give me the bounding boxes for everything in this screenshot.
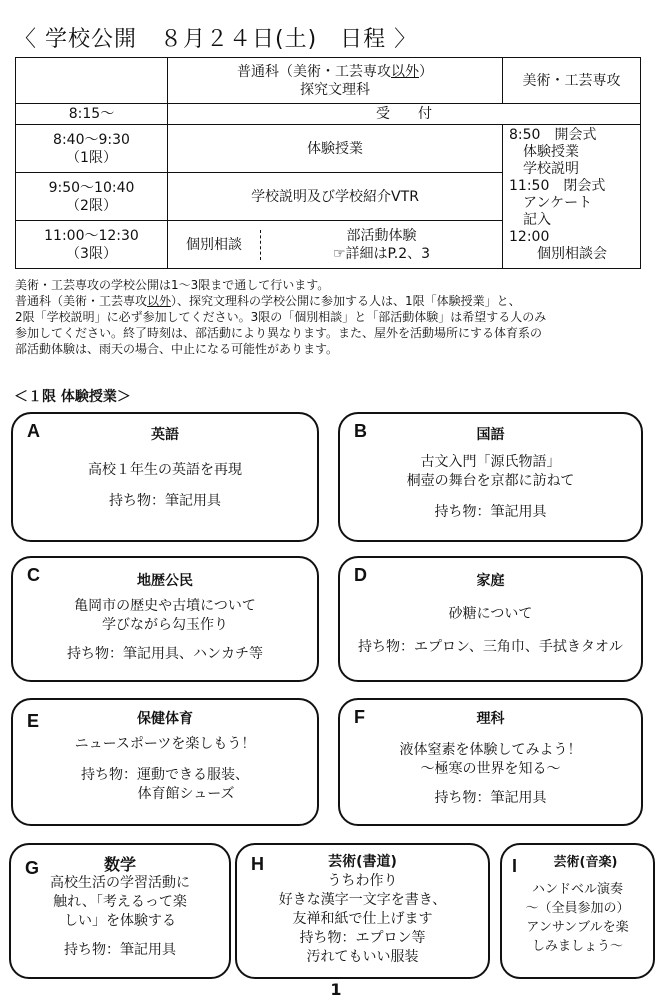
- period3-time: 11:00〜12:30 （3限）: [16, 221, 168, 269]
- reception-time: 8:15〜: [16, 104, 168, 125]
- consultation-label: 個別相談: [168, 230, 261, 260]
- class-box-c: C 地歴公民 亀岡市の歴史や古墳について 学びながら勾玉作り 持ち物：筆記用具、ハンカチ等: [11, 556, 319, 682]
- notes: 美術・工芸専攻の学校公開は1〜3限まで通して行います。 普通科（美術・工芸専攻以外）、探究文理科の学校公開に参加する人は、1限「体験授業」と、 2限「学校説明」に必ず参加してください。3限の「個別相談」と「部活動体験」は希望する人のみ 参加してください。終了時刻は、部活動により異なります。また、屋外を活動場所にする体育系の 部活動体験は、雨天の場合、中止になる可能性があります。: [15, 278, 547, 356]
- class-box-g: G 数学 高校生活の学習活動に 触れ、「考えるって楽 しい」を体験する 持ち物：筆記用具: [9, 843, 231, 979]
- class-box-h: H 芸術(書道) うちわ作り 好きな漢字一文字を書き、 友禅和紙で仕上げます 持ち物：エプロン等 汚れてもいい服装: [235, 843, 490, 979]
- header-blank: [16, 58, 168, 104]
- section-title: ＜１限 体験授業＞: [14, 389, 131, 405]
- art-schedule: 8:50 開会式 体験授業 学校説明 11:50 閉会式 アンケート 記入 12:00 個別相談会: [503, 125, 641, 269]
- period3-cell: [168, 221, 503, 269]
- period1-label: 体験授業: [168, 125, 503, 173]
- club-activity-label: 部活動体験 ☞詳細はP.2、3: [332, 227, 431, 262]
- header-general: 普通科（美術・工芸専攻以外） 探究文理科: [168, 58, 503, 104]
- table-row-period1: [16, 125, 641, 173]
- class-box-b: B 国語 古文入門「源氏物語」 桐壺の舞台を京都に訪ねて 持ち物：筆記用具: [338, 412, 643, 542]
- class-box-e: E 保健体育 ニュースポーツを楽しもう！ 持ち物：運動できる服装、 体育館シューズ: [11, 698, 319, 826]
- class-box-i: I 芸術(音楽) ハンドベル演奏 〜（全員参加の） アンサンブルを楽 しみましょう〜: [500, 843, 655, 979]
- page-number: 1: [330, 980, 342, 999]
- table-header-row: [16, 58, 641, 104]
- period1-time: 8:40〜9:30 （1限）: [16, 125, 168, 173]
- period2-time: 9:50〜10:40 （2限）: [16, 173, 168, 221]
- header-art: 美術・工芸専攻: [503, 58, 641, 104]
- reception-label: 受 付: [168, 104, 641, 125]
- schedule-table: [15, 57, 641, 269]
- period2-label: 学校説明及び学校紹介VTR: [168, 173, 503, 221]
- class-box-f: F 理科 液体窒素を体験してみよう！ 〜極寒の世界を知る〜 持ち物：筆記用具: [338, 698, 643, 826]
- class-box-a: A 英語 高校１年生の英語を再現 持ち物：筆記用具: [11, 412, 319, 542]
- class-box-d: D 家庭 砂糖について 持ち物：エプロン、三角巾、手拭きタオル: [338, 556, 643, 682]
- table-row-reception: [16, 104, 641, 125]
- page-title: 〈 学校公開 ８月２４日(土) 日程 〉: [14, 27, 418, 52]
